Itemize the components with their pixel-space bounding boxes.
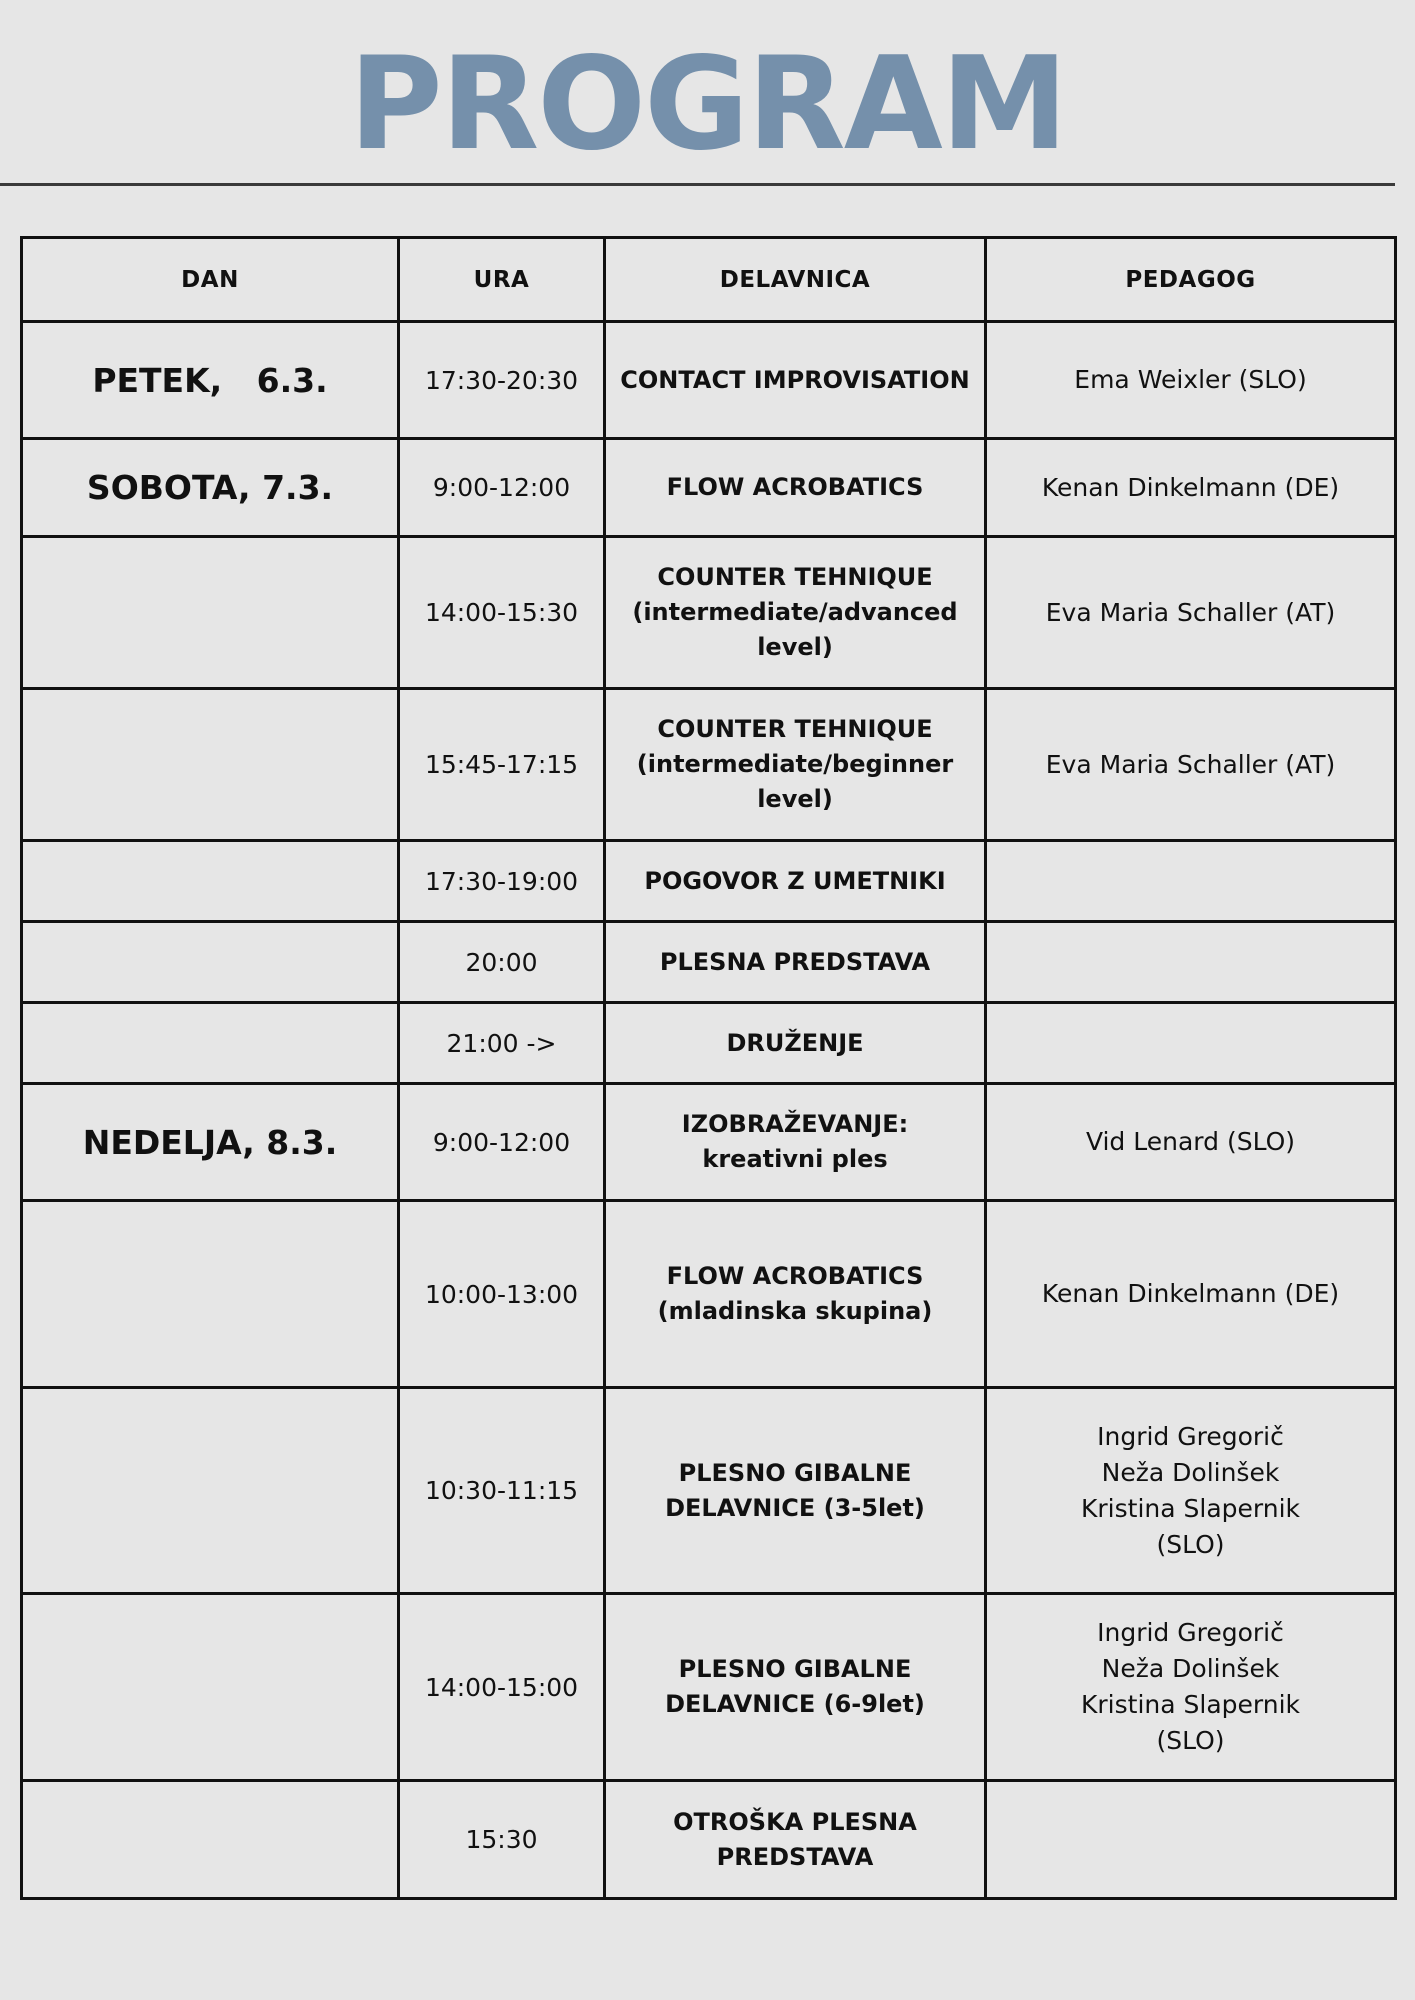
cell-ura: 14:00-15:30 [399,537,605,689]
cell-pedagog: Ema Weixler (SLO) [986,322,1396,439]
table-row [22,1201,1396,1388]
cell-pedagog [986,841,1396,922]
table-row [22,689,1396,841]
cell-dan [22,1781,399,1899]
cell-ura: 15:30 [399,1781,605,1899]
table-row [22,537,1396,689]
table-row [22,841,1396,922]
cell-pedagog: Kenan Dinkelmann (DE) [986,439,1396,537]
cell-dan [22,537,399,689]
cell-pedagog: Eva Maria Schaller (AT) [986,537,1396,689]
cell-ura: 20:00 [399,922,605,1003]
header-dan: DAN [22,238,399,322]
title-divider [0,183,1395,186]
table-row [22,322,1396,439]
table-row [22,1003,1396,1084]
cell-delavnica: FLOW ACROBATICS (mladinska skupina) [605,1201,986,1388]
cell-ura: 14:00-15:00 [399,1594,605,1781]
cell-pedagog: Kenan Dinkelmann (DE) [986,1201,1396,1388]
table-row [22,1781,1396,1899]
cell-delavnica: PLESNO GIBALNE DELAVNICE (6-9let) [605,1594,986,1781]
header-delavnica: DELAVNICA [605,238,986,322]
cell-delavnica: POGOVOR Z UMETNIKI [605,841,986,922]
cell-dan [22,1594,399,1781]
cell-dan [22,689,399,841]
cell-dan: PETEK, 6.3. [22,322,399,439]
cell-pedagog [986,922,1396,1003]
cell-delavnica: PLESNA PREDSTAVA [605,922,986,1003]
header-ura: URA [399,238,605,322]
table-row [22,922,1396,1003]
cell-delavnica: DRUŽENJE [605,1003,986,1084]
cell-dan [22,1003,399,1084]
table-row [22,1594,1396,1781]
cell-dan [22,1388,399,1594]
cell-ura: 9:00-12:00 [399,1084,605,1201]
table-row [22,1388,1396,1594]
cell-pedagog: Ingrid Gregorič Neža Dolinšek Kristina Slapernik (SLO) [986,1388,1396,1594]
cell-ura: 15:45-17:15 [399,689,605,841]
cell-delavnica: OTROŠKA PLESNA PREDSTAVA [605,1781,986,1899]
header-pedagog: PEDAGOG [986,238,1396,322]
cell-delavnica: COUNTER TEHNIQUE (intermediate/beginner level) [605,689,986,841]
cell-delavnica: CONTACT IMPROVISATION [605,322,986,439]
page-title: PROGRAM [348,30,1067,179]
cell-ura: 10:00-13:00 [399,1201,605,1388]
cell-pedagog: Vid Lenard (SLO) [986,1084,1396,1201]
cell-delavnica: IZOBRAŽEVANJE: kreativni ples [605,1084,986,1201]
cell-ura: 9:00-12:00 [399,439,605,537]
table-row [22,439,1396,537]
cell-ura: 21:00 -> [399,1003,605,1084]
cell-delavnica: FLOW ACROBATICS [605,439,986,537]
cell-dan [22,1201,399,1388]
cell-dan [22,841,399,922]
cell-dan: SOBOTA, 7.3. [22,439,399,537]
table-header-row [22,238,1396,322]
cell-dan: NEDELJA, 8.3. [22,1084,399,1201]
cell-delavnica: COUNTER TEHNIQUE (intermediate/advanced level) [605,537,986,689]
program-table [20,236,1397,1900]
cell-pedagog [986,1781,1396,1899]
cell-pedagog [986,1003,1396,1084]
cell-dan [22,922,399,1003]
cell-pedagog: Ingrid Gregorič Neža Dolinšek Kristina Slapernik (SLO) [986,1594,1396,1781]
table-row [22,1084,1396,1201]
cell-ura: 17:30-19:00 [399,841,605,922]
cell-ura: 10:30-11:15 [399,1388,605,1594]
cell-ura: 17:30-20:30 [399,322,605,439]
cell-delavnica: PLESNO GIBALNE DELAVNICE (3-5let) [605,1388,986,1594]
cell-pedagog: Eva Maria Schaller (AT) [986,689,1396,841]
